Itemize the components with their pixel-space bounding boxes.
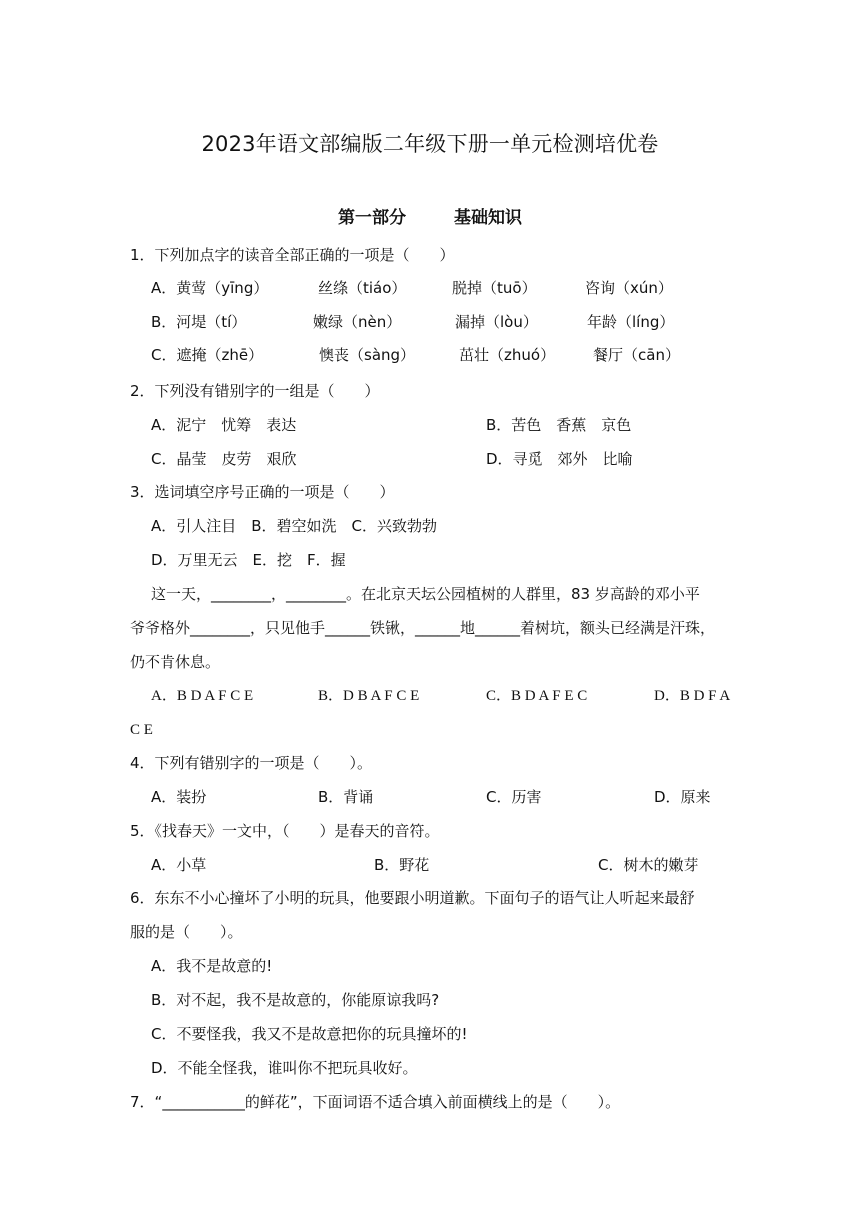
- q1-option-b-3: 漏掉（lòu）: [455, 313, 538, 331]
- q1-option-a-1: A．黄莺（yīng）: [151, 279, 269, 297]
- q5-option-c: C．树木的嫩芽: [598, 856, 699, 874]
- question-1-stem: 1．下列加点字的读音全部正确的一项是（ ）: [130, 246, 455, 264]
- q4-option-b: B．背诵: [318, 788, 374, 806]
- q3-option-c: C．B D A F E C: [486, 688, 588, 704]
- question-6-stem-line-1: 6．东东不小心撞坏了小明的玩具，他要跟小明道歉。下面句子的语气让人听起来最舒: [130, 889, 695, 907]
- q6-option-d: D．不能全怪我，谁叫你不把玩具收好。: [151, 1059, 418, 1077]
- q3-word-options-1: A．引人注目 B．碧空如洗 C．兴致勃勃: [151, 517, 438, 535]
- q2-option-b: B．苦色 香蕉 京色: [486, 416, 632, 434]
- q6-option-b: B．对不起，我不是故意的，你能原谅我吗?: [151, 991, 440, 1009]
- q2-option-c: C．晶莹 皮劳 艰欣: [151, 450, 297, 468]
- q3-option-d-continued: C E: [130, 722, 153, 738]
- q1-option-b-1: B．河堤（tí）: [151, 313, 247, 331]
- question-6-stem-line-2: 服的是（ ）。: [130, 923, 243, 941]
- q6-option-c: C．不要怪我，我又不是故意把你的玩具撞坏的!: [151, 1025, 468, 1043]
- q1-option-b-4: 年龄（líng）: [587, 313, 675, 331]
- q3-passage-line-1: 这一天，________，________。在北京天坛公园植树的人群里，83 岁高龄的邓小平: [151, 585, 700, 603]
- q2-option-d: D．寻觅 郊外 比喻: [486, 450, 633, 468]
- q3-option-d: D．B D F A: [654, 688, 731, 704]
- q1-option-a-3: 脱掉（tuō）: [452, 279, 537, 297]
- section-name: 基础知识: [454, 208, 522, 228]
- question-4-stem: 4．下列有错别字的一项是（ ）。: [130, 754, 373, 772]
- q3-option-b: B．D B A F C E: [318, 688, 420, 704]
- document-title: 2023年语文部编版二年级下册一单元检测培优卷: [201, 132, 659, 156]
- q4-option-c: C．历害: [486, 788, 542, 806]
- q3-option-a: A．B D A F C E: [151, 688, 254, 704]
- q5-option-b: B．野花: [374, 856, 430, 874]
- section-heading: [0, 203, 860, 228]
- q1-option-a-4: 咨询（xún）: [585, 279, 673, 297]
- question-2-stem: 2．下列没有错别字的一组是（ ）: [130, 382, 380, 400]
- q4-option-d: D．原来: [654, 788, 711, 806]
- q1-option-a-2: 丝绦（tiáo）: [318, 279, 407, 297]
- section-part: 第一部分: [338, 208, 406, 228]
- q5-option-a: A．小草: [151, 856, 207, 874]
- q1-option-b-2: 嫩绿（nèn）: [313, 313, 402, 331]
- question-5-stem: 5．《找春天》一文中，（ ）是春天的音符。: [130, 822, 440, 840]
- q1-option-c-2: 懊丧（sàng）: [319, 346, 416, 364]
- q3-passage-line-2: 爷爷格外________，只见他手______铁锹，______地______着树坑，额头已经满是汗珠，: [130, 619, 716, 637]
- q1-option-c-3: 茁壮（zhuó）: [459, 346, 556, 364]
- q3-word-options-2: D．万里无云 E．挖 F．握: [151, 551, 346, 569]
- q1-option-c-1: C．遮掩（zhē）: [151, 346, 264, 364]
- q6-option-a: A．我不是故意的!: [151, 957, 273, 975]
- q1-option-c-4: 餐厅（cān）: [593, 346, 680, 364]
- q4-option-a: A．装扮: [151, 788, 207, 806]
- q3-passage-line-3: 仍不肯休息。: [130, 653, 221, 671]
- question-3-stem: 3．选词填空序号正确的一项是（ ）: [130, 483, 395, 501]
- q2-option-a: A．泥宁 忧筹 表达: [151, 416, 297, 434]
- question-7-stem: 7．“___________的鲜花”，下面词语不适合填入前面横线上的是（ ）。: [130, 1093, 621, 1111]
